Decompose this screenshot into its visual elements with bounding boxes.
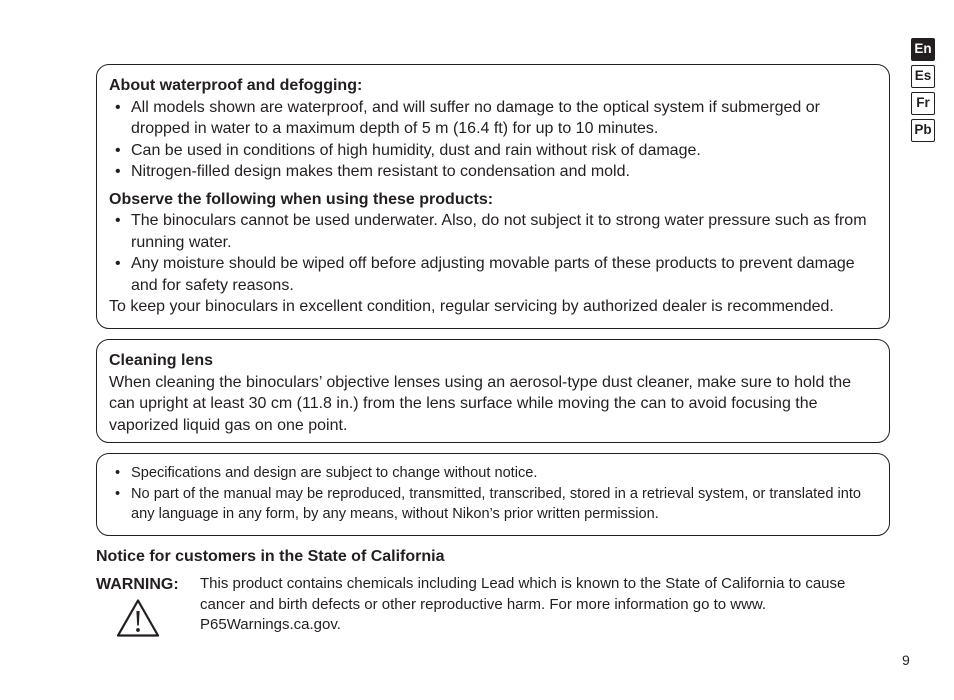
list-item: • No part of the manual may be reproduced, transmitted, transcribed, stored in a retrieval system, or translated into any language in any form, by any means, without Nikon’s prior written permission.	[109, 484, 877, 525]
cleaning-heading: Cleaning lens	[109, 352, 214, 369]
lang-tab-en[interactable]: En	[911, 38, 935, 61]
observe-heading: Observe the following when using these products:	[109, 190, 494, 208]
observe-list	[109, 210, 877, 296]
waterproof-heading: About waterproof and defogging:	[109, 77, 363, 94]
lang-tab-pb[interactable]: Pb	[911, 119, 935, 142]
notice-section	[96, 453, 890, 536]
cleaning-text: When cleaning the binoculars’ objective lenses using an aerosol-type dust cleaner, make sure to hold the can upright at least 30 cm (11.8 in.) from the lens surface while moving the can to avoid focusing the vaporized liquid gas on one point.	[109, 373, 852, 434]
cleaning-section	[96, 339, 890, 443]
warning-label: WARNING:	[96, 576, 179, 593]
notice-list	[109, 463, 877, 525]
list-item: • All models shown are waterproof, and will suffer no damage to the optical system if submerged or dropped in water to a maximum depth of 5 m (16.4 ft) for up to 10 minutes.	[109, 97, 877, 140]
page-number: 9	[902, 652, 910, 668]
list-item: • The binoculars cannot be used underwater. Also, do not subject it to strong water pressure such as from running water.	[109, 210, 877, 253]
california-notice-title: Notice for customers in the State of California	[96, 548, 445, 565]
lang-tab-es[interactable]: Es	[911, 65, 935, 88]
waterproof-section	[96, 64, 890, 329]
list-item: • Nitrogen-filled design makes them resistant to condensation and mold.	[109, 161, 877, 183]
warning-triangle-icon	[116, 598, 160, 638]
list-item: • Any moisture should be wiped off before adjusting movable parts of these products to prevent damage and for safety reasons.	[109, 253, 877, 296]
list-item: • Specifications and design are subject to change without notice.	[109, 463, 877, 484]
lang-tab-fr[interactable]: Fr	[911, 92, 935, 115]
servicing-note: To keep your binoculars in excellent condition, regular servicing by authorized dealer is recommended.	[109, 298, 834, 315]
list-item: • Can be used in conditions of high humidity, dust and rain without risk of damage.	[109, 140, 877, 162]
warning-text: This product contains chemicals including Lead which is known to the State of California to cause cancer and birth defects or other reproductive harm. For more information go to www. P65Warnings.ca.gov.	[200, 575, 846, 633]
language-tabs	[911, 38, 935, 146]
waterproof-list	[109, 97, 877, 183]
